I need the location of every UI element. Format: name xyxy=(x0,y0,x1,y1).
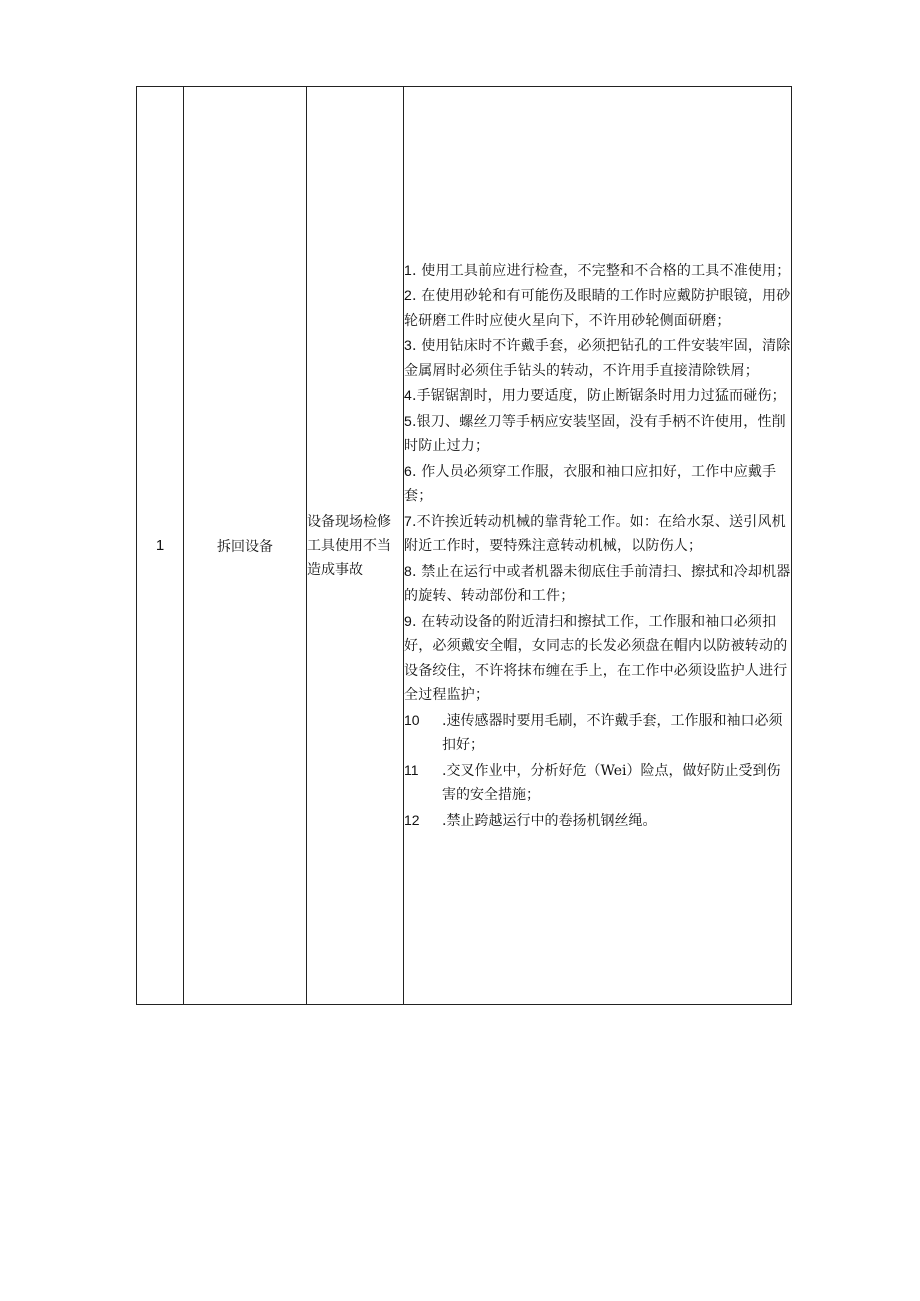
measure-item-12: 12 .禁止跨越运行中的卷扬机钢丝绳。 xyxy=(404,811,657,829)
risk-description-cell: 设备现场检修工具使用不当造成事故 xyxy=(307,87,404,1005)
measure-item-9: 9. 在转动设备的附近清扫和擦拭工作，工作服和袖口必须扣好，必须戴安全帽，女同志的长发必须盘在帽内以防被转动的设备绞住，不许将抹布缠在手上，在工作中必须设监护人进行全过程监护； xyxy=(404,612,788,704)
measure-item-4: 4.手锯锯割时，用力要适度，防止断锯条时用力过猛而碰伤； xyxy=(404,387,786,405)
measure-item-10: 10 .速传感器时要用毛刷，不许戴手套，工作服和袖口必须扣好； xyxy=(404,711,783,754)
measure-item-3: 3. 使用钻床时不许戴手套，必须把钻孔的工件安装牢固，清除金属屑时必须住手钻头的转动，不许用手直接清除铁屑； xyxy=(404,337,791,379)
row-number-cell: 1 xyxy=(137,87,184,1005)
work-item-cell: 拆回设备 xyxy=(184,87,307,1005)
measure-item-2: 2. 在使用砂轮和有可能伤及眼睛的工作时应戴防护眼镜，用砂轮研磨工件时应使火星向下，不许用砂轮侧面研磨； xyxy=(404,287,791,329)
measure-item-5: 5.银刀、螺丝刀等手柄应安装坚固，没有手柄不许使用，性削时防止过力； xyxy=(404,412,786,455)
measure-item-11: 11 .交叉作业中，分析好危（Wei）险点，做好防止受到伤害的安全措施； xyxy=(404,761,781,804)
measure-item-7: 7.不许挨近转动机械的靠背轮工作。如：在给水泵、送引风机附近工作时，要特殊注意转动机械，以防伤人； xyxy=(404,512,786,555)
measure-item-1: 1. 使用工具前应进行检查，不完整和不合格的工具不准使用； xyxy=(404,261,791,279)
table-row xyxy=(137,87,792,1005)
measure-item-6: 6. 作人员必须穿工作服，衣服和袖口应扣好，工作中应戴手套； xyxy=(404,462,777,505)
safety-measures-table xyxy=(136,86,792,1005)
measure-item-8: 8. 禁止在运行中或者机器未彻底住手前清扫、擦拭和冷却机器的旋转、转动部份和工件； xyxy=(404,562,791,605)
measures-cell xyxy=(404,87,792,1005)
